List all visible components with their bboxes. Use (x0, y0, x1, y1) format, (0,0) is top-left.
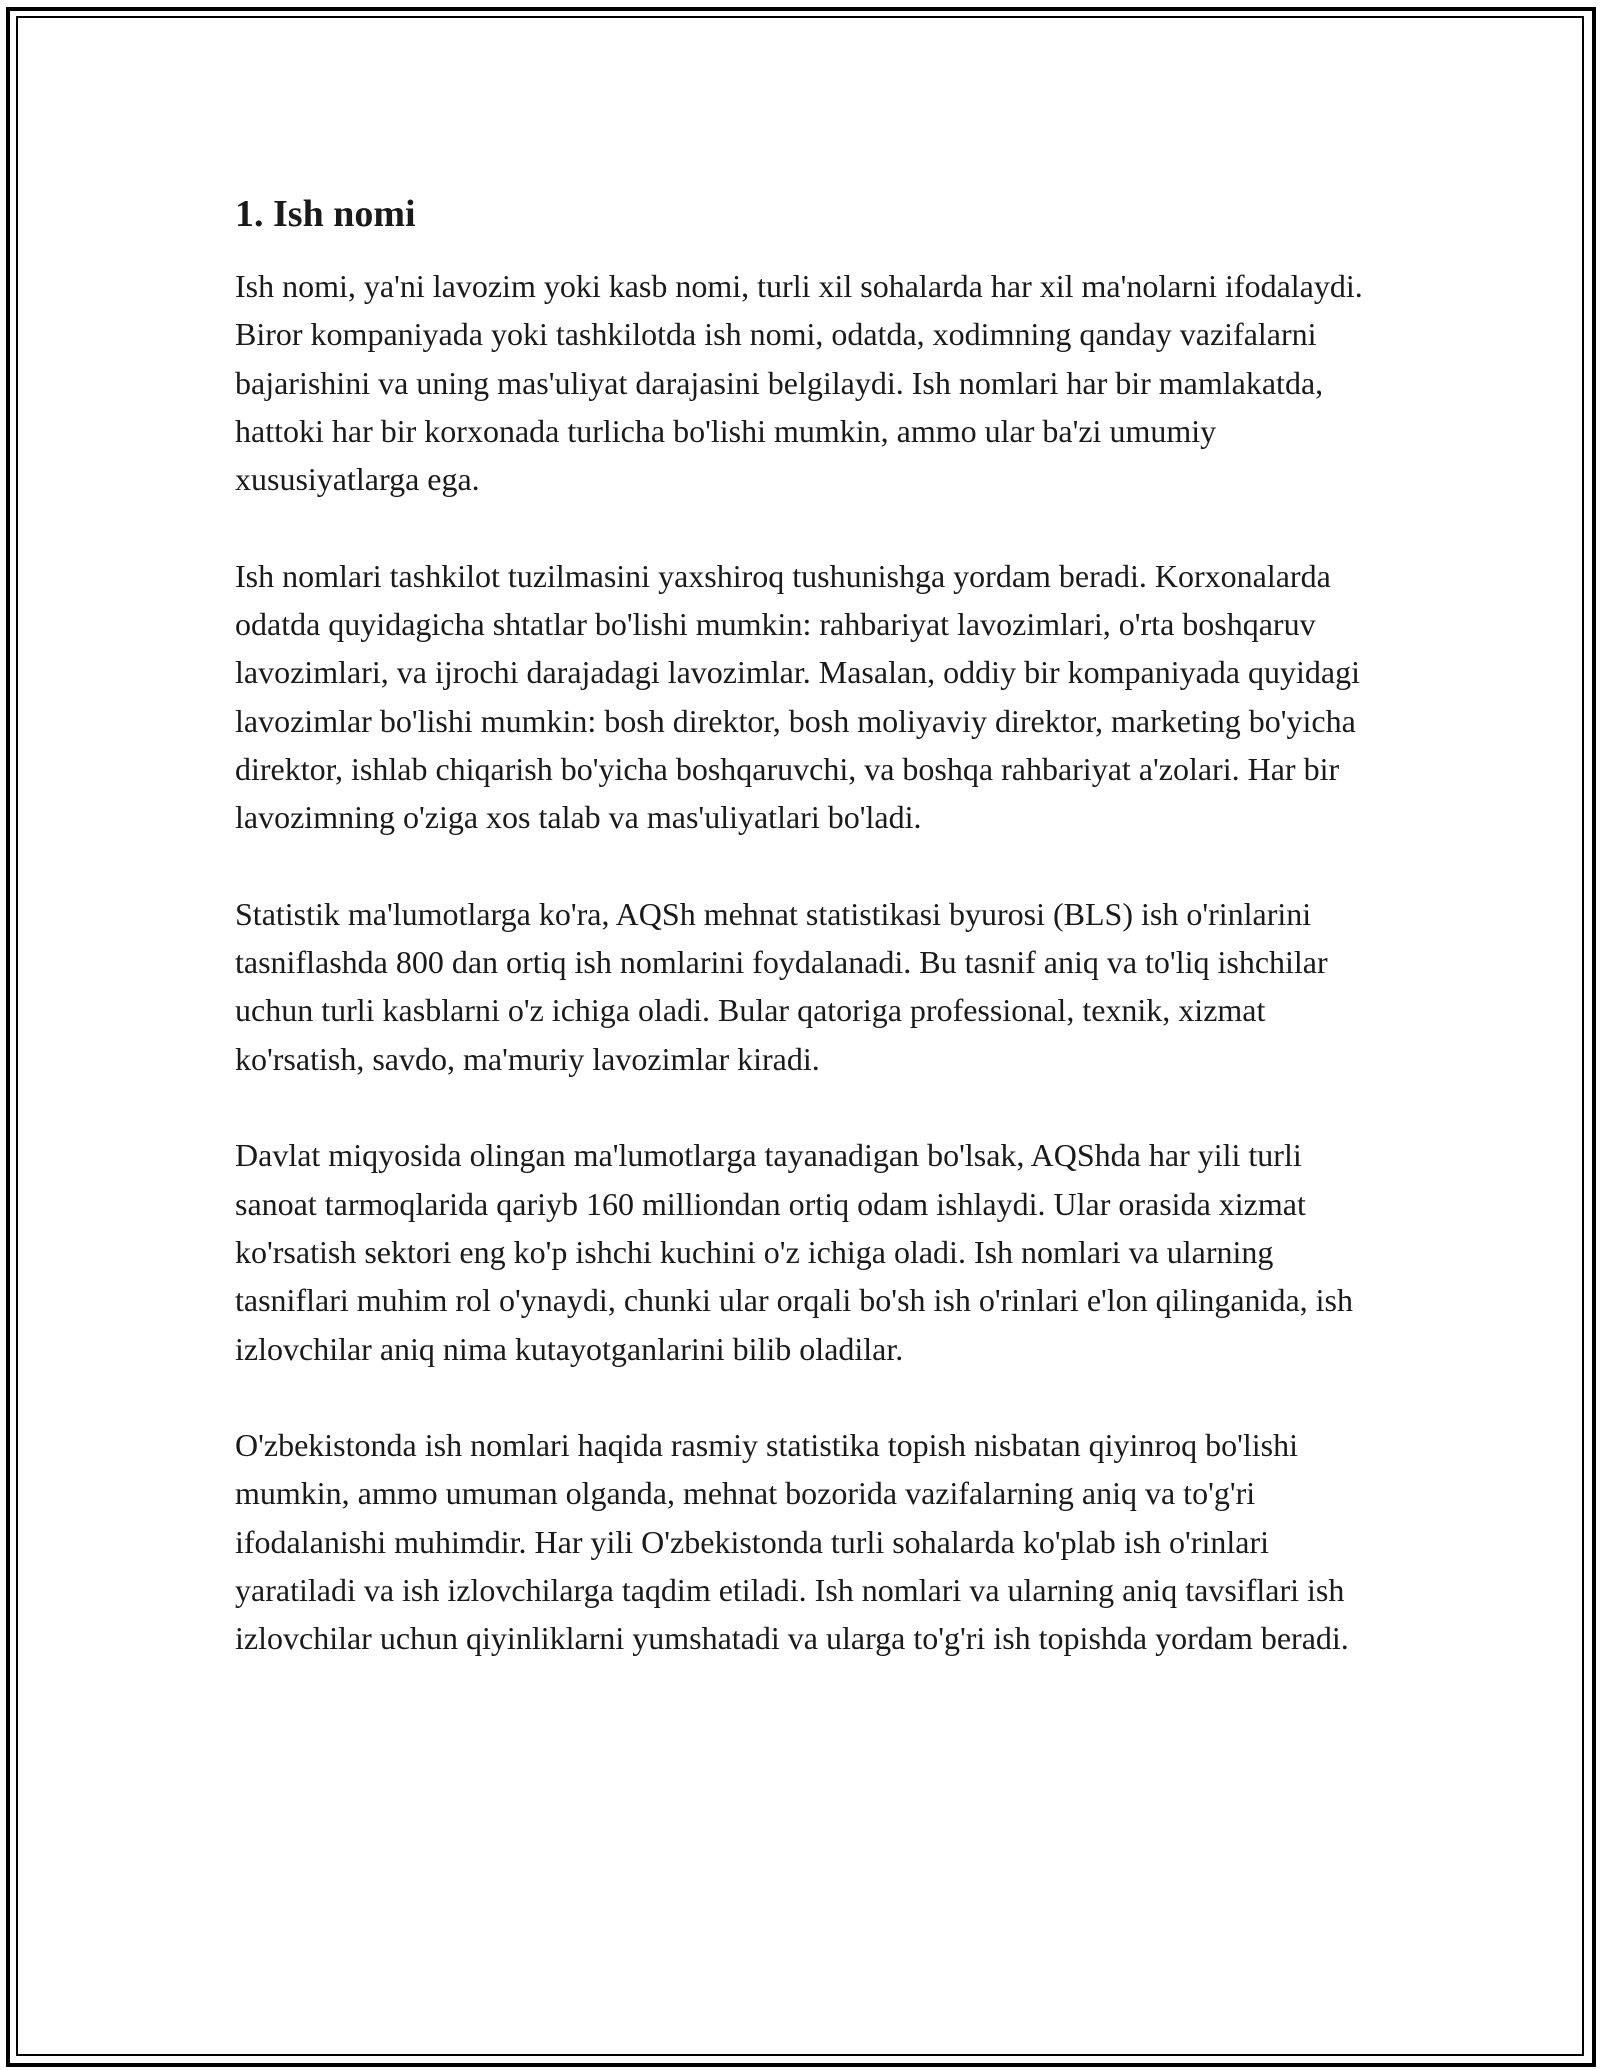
paragraph-2: Ish nomlari tashkilot tuzilmasini yaxshiroq tushunishga yordam beradi. Korxonalarda odatda quyidagicha shtatlar bo'lishi mumkin: rahbariyat lavozimlari, o'rta boshqaruv lavozimlari, va ijrochi darajadagi lavozimlar. Masalan, oddiy bir kompaniyada quyidagi lavozimlar bo'lishi mumkin: bosh direktor, bosh moliyaviy direktor, marketing bo'yicha direktor, ishlab chiqarish bo'yicha boshqaruvchi, va boshqa rahbariyat a'zolari. Har bir lavozimning o'ziga xos talab va mas'uliyatlari bo'ladi. (235, 557, 1360, 836)
paragraph-1: Ish nomi, ya'ni lavozim yoki kasb nomi, turli xil sohalarda har xil ma'nolarni ifodalaydi. Biror kompaniyada yoki tashkilotda ish nomi, odatda, xodimning qanday vazifalarni bajarishini va uning mas'uliyat darajasini belgilaydi. Ish nomlari har bir mamlakatda, hattoki har bir korxonada turlicha bo'lishi mumkin, ammo ular ba'zi umumiy xususiyatlarga ega. (235, 268, 1363, 498)
paragraph-5: O'zbekistonda ish nomlari haqida rasmiy statistika topish nisbatan qiyinroq bo'lishi mumkin, ammo umuman olganda, mehnat bozorida vazifalarning aniq va to'g'ri ifodalanishi muhimdir. Har yili O'zbekistonda turli sohalarda ko'plab ish o'rinlari yaratiladi va ish izlovchilarga taqdim etiladi. Ish nomlari va ularning aniq tavsiflari ish izlovchilar uchun qiyinliklarni yumshatadi va ularga to'g'ri ish topishda yordam beradi. (235, 1427, 1349, 1657)
paragraph-3: Statistik ma'lumotlarga ko'ra, AQSh mehnat statistikasi byurosi (BLS) ish o'rinlarini tasniflashda 800 dan ortiq ish nomlarini foydalanadi. Bu tasnif aniq va to'liq ishchilar uchun turli kasblarni o'z ichiga oladi. Bular qatoriga professional, texnik, xizmat ko'rsatish, savdo, ma'muriy lavozimlar kiradi. (235, 895, 1328, 1077)
paragraph-4: Davlat miqyosida olingan ma'lumotlarga tayanadigan bo'lsak, AQShda har yili turli sanoat tarmoqlarida qariyb 160 milliondan ortiq odam ishlaydi. Ular orasida xizmat ko'rsatish sektori eng ko'p ishchi kuchini o'z ichiga oladi. Ish nomlari va ularning tasniflari muhim rol o'ynaydi, chunki ular orqali bo'sh ish o'rinlari e'lon qilinganida, ish izlovchilar aniq nima kutayotganlarini bilib oladilar. (235, 1137, 1353, 1367)
section-heading: 1. Ish nomi (235, 193, 416, 235)
document-body (235, 190, 1385, 1711)
